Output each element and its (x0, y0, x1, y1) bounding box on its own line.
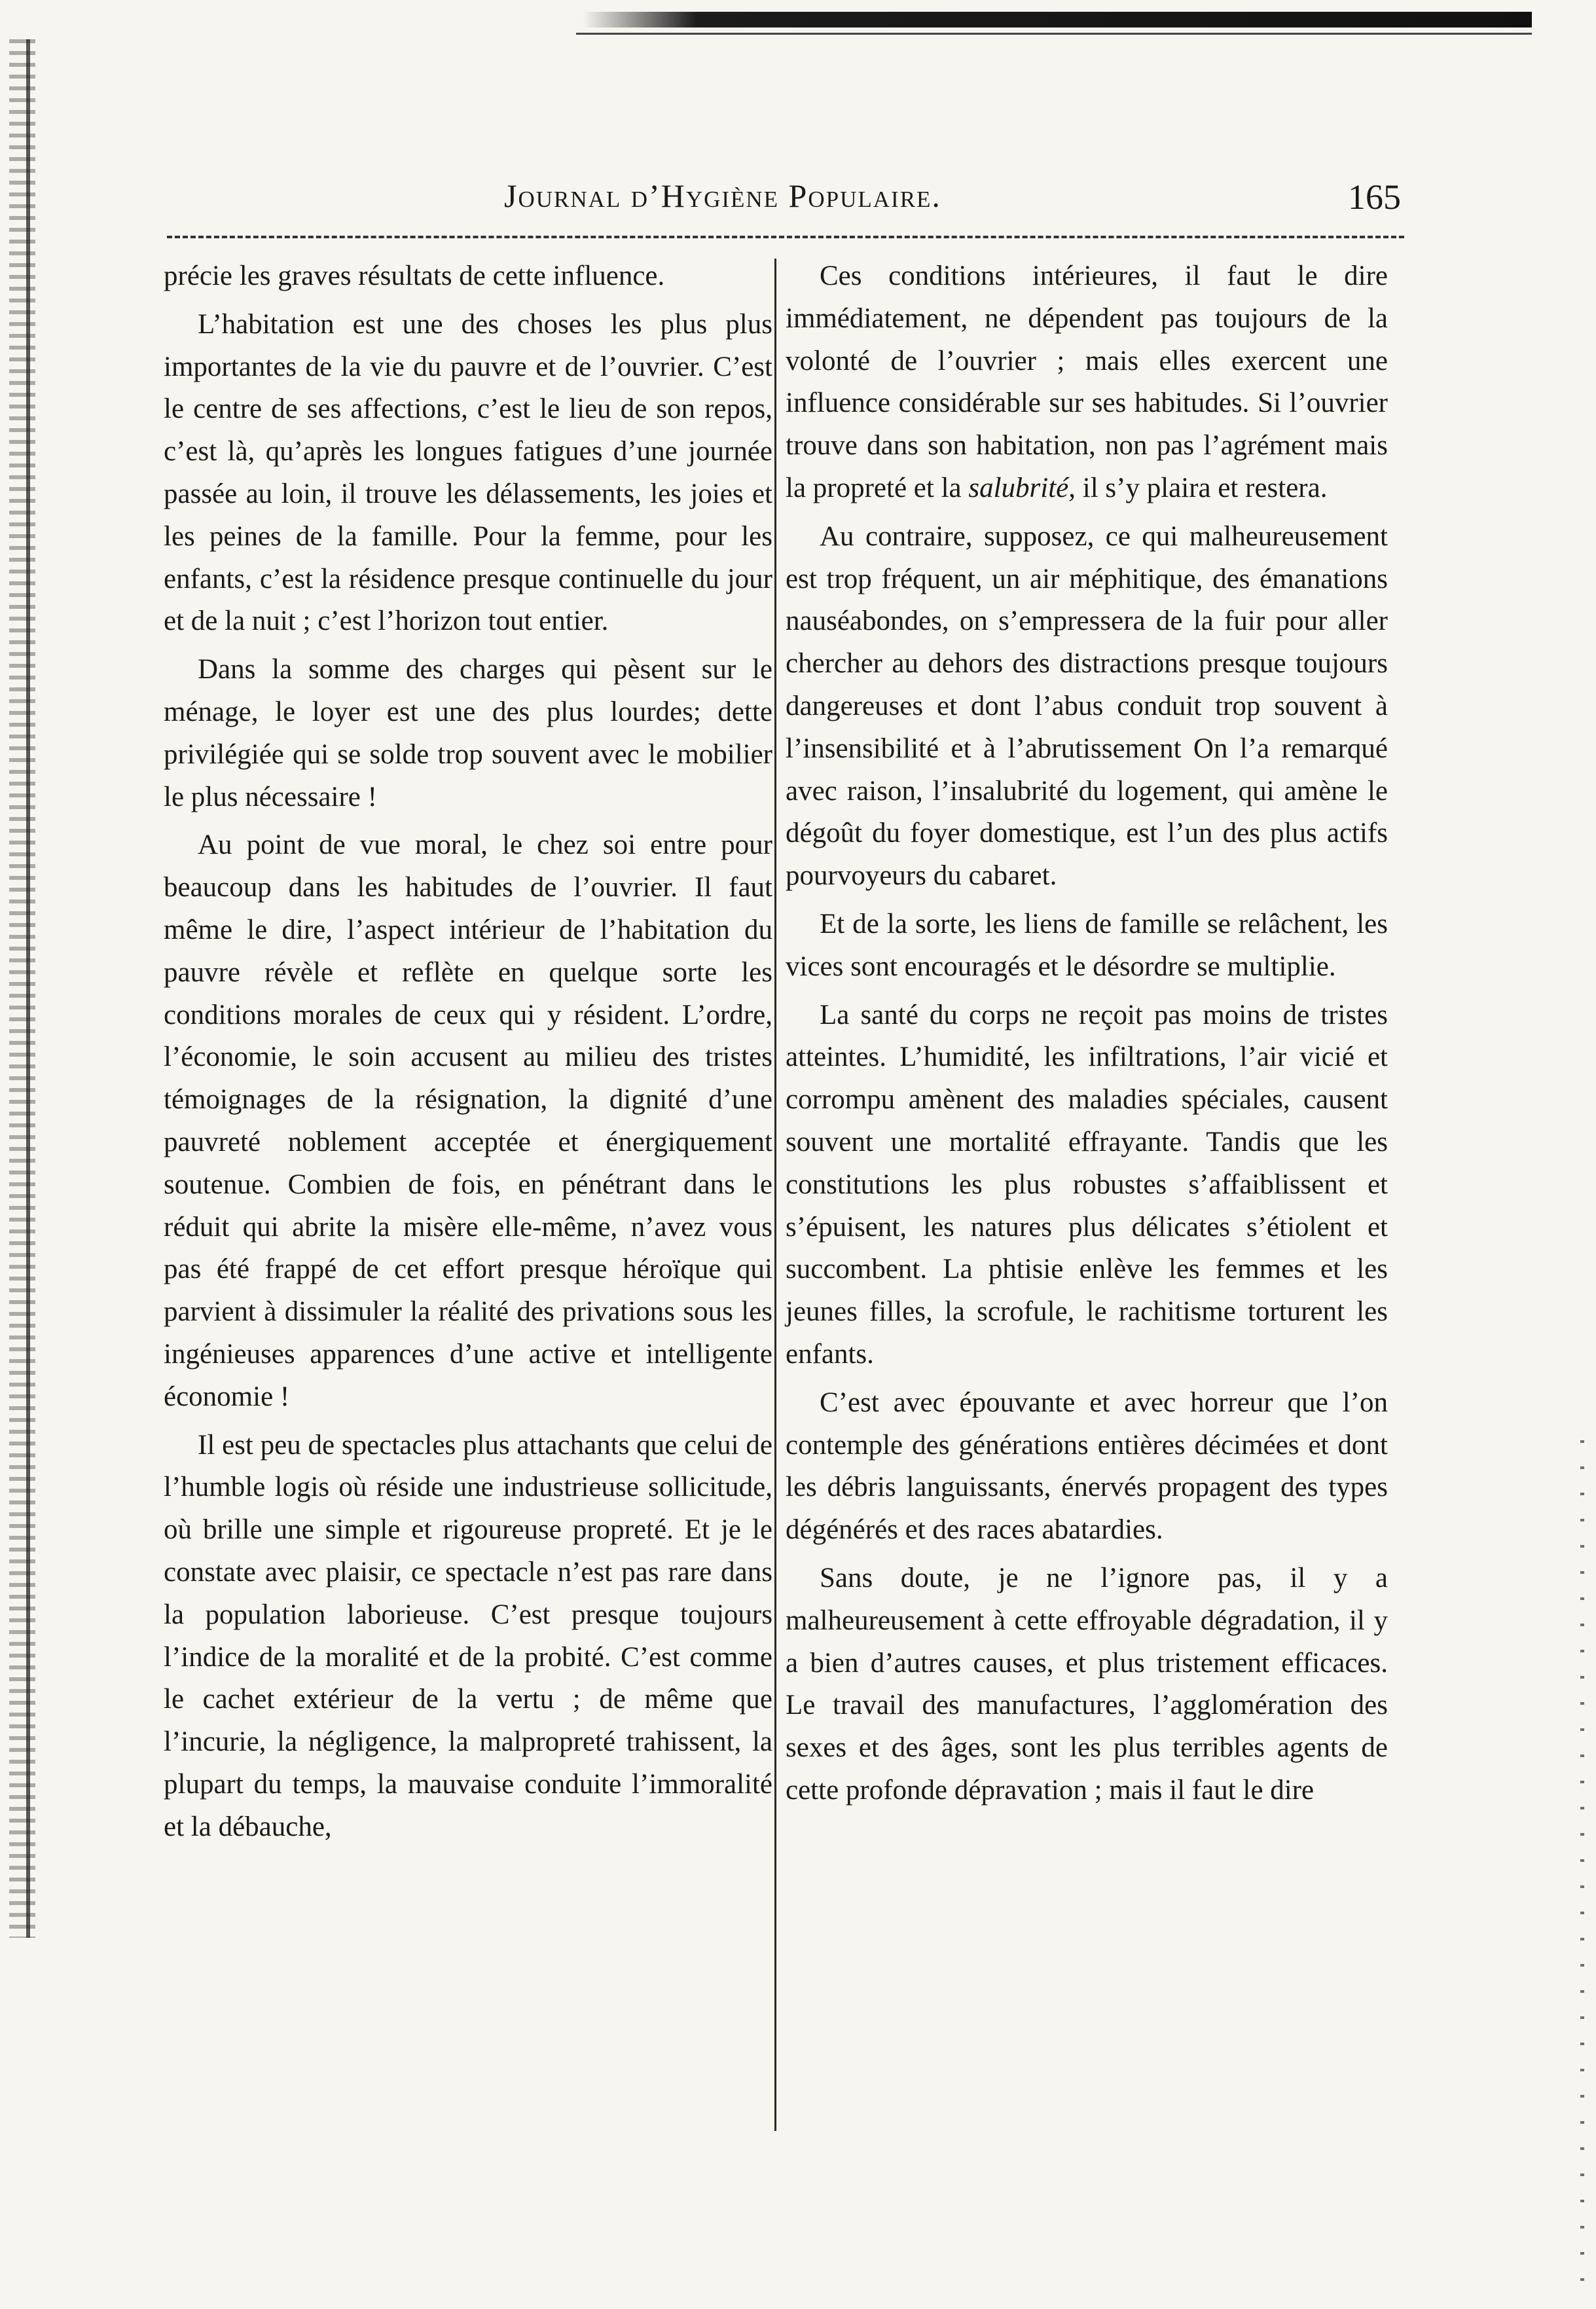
page-number: 165 (1348, 177, 1401, 217)
running-title: Journal d’Hygiène Populaire. (504, 177, 941, 214)
left-paragraph-2: L’habitation est une des choses les plus plus importantes de la vie du pauvre et de l’ouvrier. C’est le centre de ses affections, c’est le lieu de son repos, c’est là, qu’après les longues fatigues d’une journée passée au loin, il trouve les délassements, les joies et les peines de la famille. Pour la femme, pour les enfants, c’est la résidence presque continuelle du jour et de la nuit ; c’est l’horizon tout entier. (164, 308, 772, 637)
right-paragraph-4: La santé du corps ne reçoit pas moins de tristes atteintes. L’humidité, les infiltrations, l’air vicié et corrompu amènent des maladies spéciales, causent souvent une mortalité effrayante. Tandis que les constitutions les plus robustes s’affaiblissent et s’épuisent, les natures plus délicates s’étiolent et succombent. La phtisie enlève les femmes et les jeunes filles, la scrofule, le rachitisme torturent les enfants. (786, 999, 1388, 1370)
header-rule (167, 236, 1404, 238)
right-paragraph-5: C’est avec épouvante et avec horreur que l’on contemple des générations entières décimées et dont les débris languissants, énervés propagent des types dégénérés et des races abatardies. (786, 1387, 1388, 1546)
left-paragraph-5: Il est peu de spectacles plus attachants que celui de l’humble logis où réside une industrieuse sollicitude, où brille une simple et rigoureuse propreté. Et je le constate avec plaisir, ce spectacle n’est pas rare dans la population laborieuse. C’est presque toujours l’indice de la moralité et de la probité. C’est comme le cachet extérieur de la vertu ; de même que l’incurie, la négligence, la malpropreté trahissent, la plupart du temps, la mauvaise conduite l’immoralité et la débauche, (164, 1429, 772, 1842)
right-paragraph-1 (786, 255, 1388, 510)
scan-edge-top-bar (583, 12, 1532, 27)
scan-edge-left-binding (9, 39, 35, 1938)
scan-edge-right-marks (1580, 1440, 1584, 2291)
right-paragraph-3: Et de la sorte, les liens de famille se relâchent, les vices sont encouragés et le désordre se multiplie. (786, 908, 1388, 982)
scan-edge-left-line (26, 39, 30, 1938)
right-paragraph-2: Au contraire, supposez, ce qui malheureusement est trop fréquent, un air méphitique, des émanations nauséabondes, on s’empressera de la fuir pour aller chercher au dehors des distractions presque toujours dangereuses et dont l’abus conduit trop souvent à l’insensibilité et à l’abrutissement On l’a remarqué avec raison, l’insalubrité du logement, qui amène le dégoût du foyer domestique, est l’un des plus actifs pourvoyeurs du cabaret. (786, 520, 1388, 892)
right-paragraph-1-end: il s’y plaira et restera. (1082, 472, 1328, 503)
scan-edge-top-line (576, 33, 1532, 35)
column-divider (774, 259, 776, 2131)
page-header (170, 177, 1401, 229)
right-paragraph-6: Sans doute, je ne l’ignore pas, il y a malheureusement à cette effroyable dégradation, il y a bien d’autres causes, et plus tristement efficaces. Le travail des manufactures, l’agglomération des sexes et des âges, sont les plus terribles agents de cette profonde dépravation ; mais il faut le dire (786, 1562, 1388, 1806)
left-column (164, 255, 772, 1854)
left-paragraph-3: Dans la somme des charges qui pèsent sur le ménage, le loyer est une des plus lourdes; dette privilégiée qui se solde trop souvent avec le mobilier le plus nécessaire ! (164, 654, 772, 812)
right-column (786, 255, 1388, 1818)
left-paragraph-1: précie les graves résultats de cette influence. (164, 261, 665, 291)
right-paragraph-1-text: Ces conditions intérieures, il faut le dire immédiatement, ne dépendent pas toujours de la volonté de l’ouvrier ; mais elles exercent une influence considérable sur ses habitudes. Si l’ouvrier trouve dans son habitation, non pas l’agrément mais la propreté et la (786, 261, 1388, 503)
right-paragraph-1-italic: salubrité, (968, 472, 1076, 503)
left-paragraph-4: Au point de vue moral, le chez soi entre pour beaucoup dans les habitudes de l’ouvrier. Il faut même le dire, l’aspect intérieur de l’habitation du pauvre révèle et reflète en quelque sorte les conditions morales de ceux qui y résident. L’ordre, l’économie, le soin accusent au milieu des tristes témoignages de la résignation, la dignité d’une pauvreté noblement acceptée et énergiquement soutenue. Combien de fois, en pénétrant dans le réduit qui abrite la misère elle-même, n’avez vous pas été frappé de cet effort presque héroïque qui parvient à dissimuler la réalité des privations sous les ingénieuses apparences d’une active et intelligente économie ! (164, 829, 772, 1412)
